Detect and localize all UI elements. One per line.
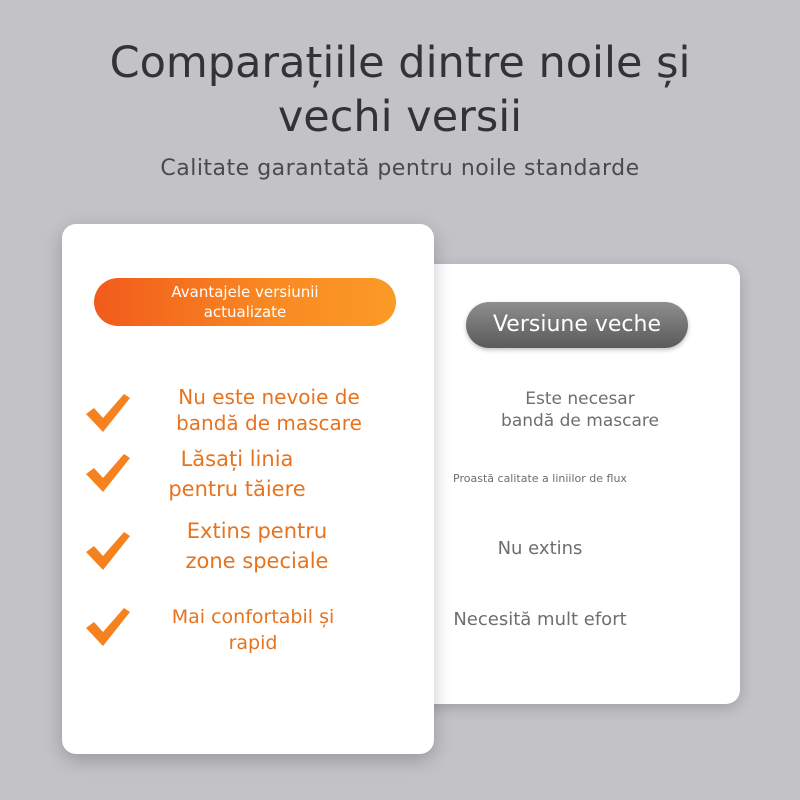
new-item-special-zones — [162, 516, 352, 576]
page-title — [0, 36, 800, 144]
old-item-line: Este necesar — [525, 389, 635, 409]
checkmark-icon — [84, 528, 132, 572]
new-item-line: bandă de mascare — [176, 411, 362, 435]
old-item-line: bandă de mascare — [501, 411, 659, 431]
new-version-card — [62, 224, 434, 754]
new-version-badge — [94, 278, 396, 326]
old-version-badge: Versiune veche — [466, 302, 688, 348]
new-item-comfortable-fast — [148, 604, 358, 656]
old-item-effort: Necesită mult efort — [453, 609, 627, 630]
new-item-line: pentru tăiere — [168, 477, 306, 501]
checkmark-icon — [84, 450, 132, 494]
new-version-badge-line: actualizate — [203, 303, 287, 321]
new-item-line: rapid — [228, 632, 278, 654]
new-item-line: Extins pentru — [186, 519, 328, 543]
page-subtitle: Calitate garantată pentru noile standarde — [160, 156, 640, 181]
old-version-card — [420, 264, 740, 704]
page-title-line-1: Comparațiile dintre noile și — [109, 38, 691, 88]
new-item-no-masking-tape — [154, 384, 384, 436]
checkmark-icon — [84, 390, 132, 434]
new-item-line: Nu este nevoie de — [178, 385, 360, 409]
new-item-line: Mai confortabil și — [171, 606, 335, 628]
page-title-line-2: vechi versii — [277, 92, 523, 142]
old-item-not-extended: Nu extins — [497, 538, 583, 559]
old-item-masking-tape — [430, 388, 730, 432]
new-item-line: Lăsați linia — [180, 447, 294, 471]
checkmark-icon — [84, 604, 132, 648]
old-item-line-quality: Proastă calitate a liniilor de flux — [453, 472, 627, 485]
new-version-badge-line: Avantajele versiunii — [171, 283, 319, 301]
new-item-cutting-line — [142, 444, 332, 504]
new-item-line: zone speciale — [185, 549, 329, 573]
